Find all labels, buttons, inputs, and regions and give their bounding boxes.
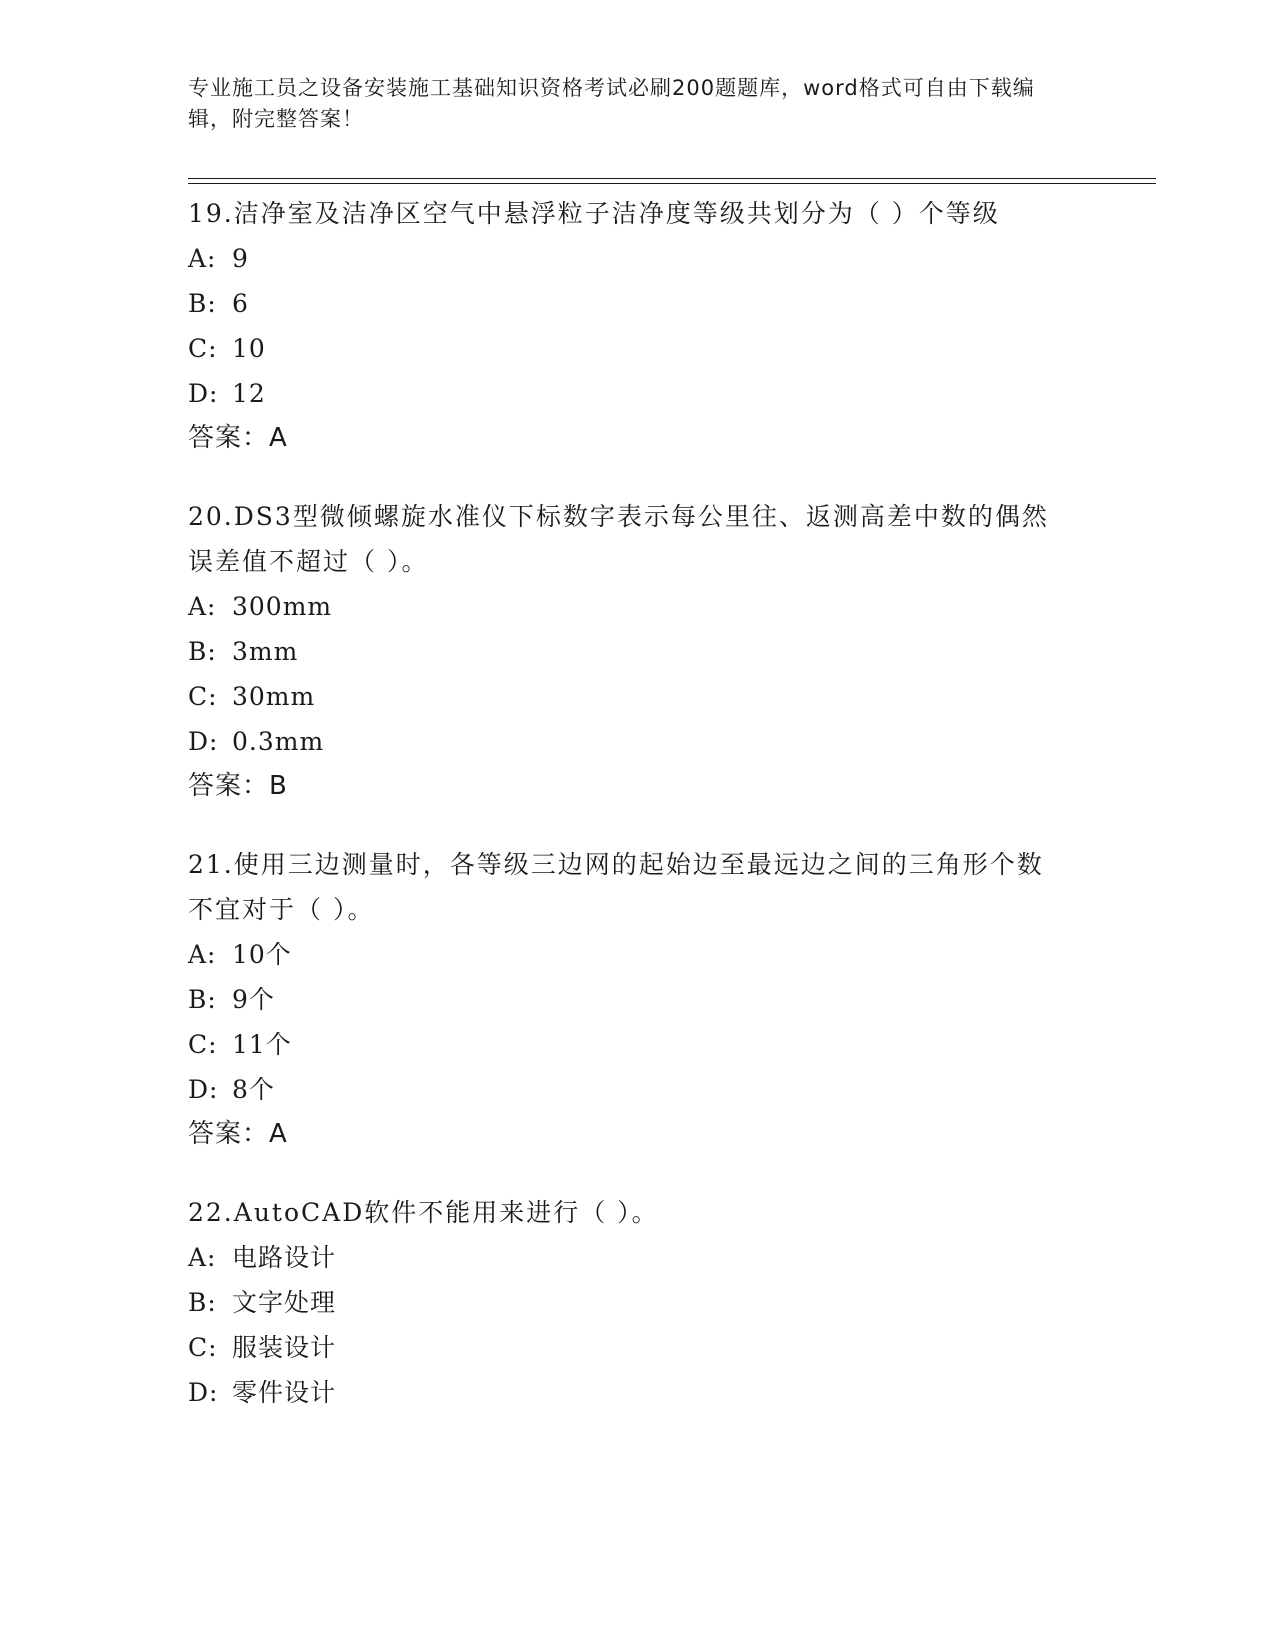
- option-letter: A:: [188, 1243, 217, 1272]
- question-22: [188, 1187, 1068, 1415]
- option-text: 零件设计: [232, 1378, 337, 1407]
- option-text: 300mm: [232, 592, 333, 621]
- option-text: 9: [232, 244, 249, 273]
- option-letter: A:: [188, 592, 217, 621]
- option-letter: C:: [188, 334, 218, 363]
- option-d: [188, 371, 1068, 416]
- option-a: [188, 932, 1068, 977]
- option-letter: D:: [188, 727, 219, 756]
- option-text: 8个: [232, 1075, 275, 1104]
- option-a: [188, 584, 1068, 629]
- option-d: [188, 1370, 1068, 1415]
- document-header: 专业施工员之设备安装施工基础知识资格考试必刷200题题库，word格式可自由下载编辑，附完整答案！: [188, 76, 1035, 131]
- option-c: [188, 1325, 1068, 1370]
- option-text: 10个: [232, 940, 292, 969]
- option-letter: A:: [188, 244, 217, 273]
- option-letter: D:: [188, 1075, 219, 1104]
- option-c: [188, 326, 1068, 371]
- option-letter: C:: [188, 682, 218, 711]
- option-text: 9个: [232, 985, 275, 1014]
- option-b: [188, 1280, 1068, 1325]
- question-text: 19.洁净室及洁净区空气中悬浮粒子洁净度等级共划分为（ ）个等级: [188, 199, 1000, 228]
- option-b: [188, 629, 1068, 674]
- option-letter: C:: [188, 1030, 218, 1059]
- option-d: [188, 719, 1068, 764]
- option-letter: C:: [188, 1333, 218, 1362]
- option-b: [188, 977, 1068, 1022]
- option-c: [188, 674, 1068, 719]
- option-text: 电路设计: [232, 1243, 337, 1272]
- option-text: 文字处理: [232, 1288, 337, 1317]
- option-a: [188, 1235, 1068, 1280]
- header-divider-bottom: [188, 183, 1156, 184]
- option-c: [188, 1022, 1068, 1067]
- option-a: [188, 236, 1068, 281]
- option-letter: B:: [188, 289, 217, 318]
- question-text: 21.使用三边测量时，各等级三边网的起始边至最远边之间的三角形个数不宜对于（ ）。: [188, 850, 1044, 924]
- option-text: 3mm: [232, 637, 299, 666]
- answer-label: 答案：A: [188, 423, 288, 453]
- option-text: 12: [232, 379, 266, 408]
- question-21: [188, 839, 1068, 1157]
- option-text: 30mm: [232, 682, 316, 711]
- option-letter: B:: [188, 1288, 217, 1317]
- option-letter: B:: [188, 637, 217, 666]
- option-b: [188, 281, 1068, 326]
- option-text: 10: [232, 334, 266, 363]
- answer-label: 答案：B: [188, 771, 288, 801]
- option-letter: D:: [188, 379, 219, 408]
- question-text: 22.AutoCAD软件不能用来进行（ ）。: [188, 1198, 659, 1227]
- question-list: [188, 188, 1068, 1445]
- option-text: 服装设计: [232, 1333, 337, 1362]
- question-20: [188, 491, 1068, 809]
- answer-label: 答案：A: [188, 1119, 288, 1149]
- option-d: [188, 1067, 1068, 1112]
- option-letter: A:: [188, 940, 217, 969]
- option-letter: B:: [188, 985, 217, 1014]
- question-19: [188, 188, 1068, 461]
- option-text: 6: [232, 289, 249, 318]
- option-text: 0.3mm: [232, 727, 325, 756]
- header-divider-top: [188, 178, 1156, 179]
- option-text: 11个: [232, 1030, 292, 1059]
- question-text: 20.DS3型微倾螺旋水准仪下标数字表示每公里往、返测高差中数的偶然误差值不超过（ ）。: [188, 502, 1049, 576]
- option-letter: D:: [188, 1378, 219, 1407]
